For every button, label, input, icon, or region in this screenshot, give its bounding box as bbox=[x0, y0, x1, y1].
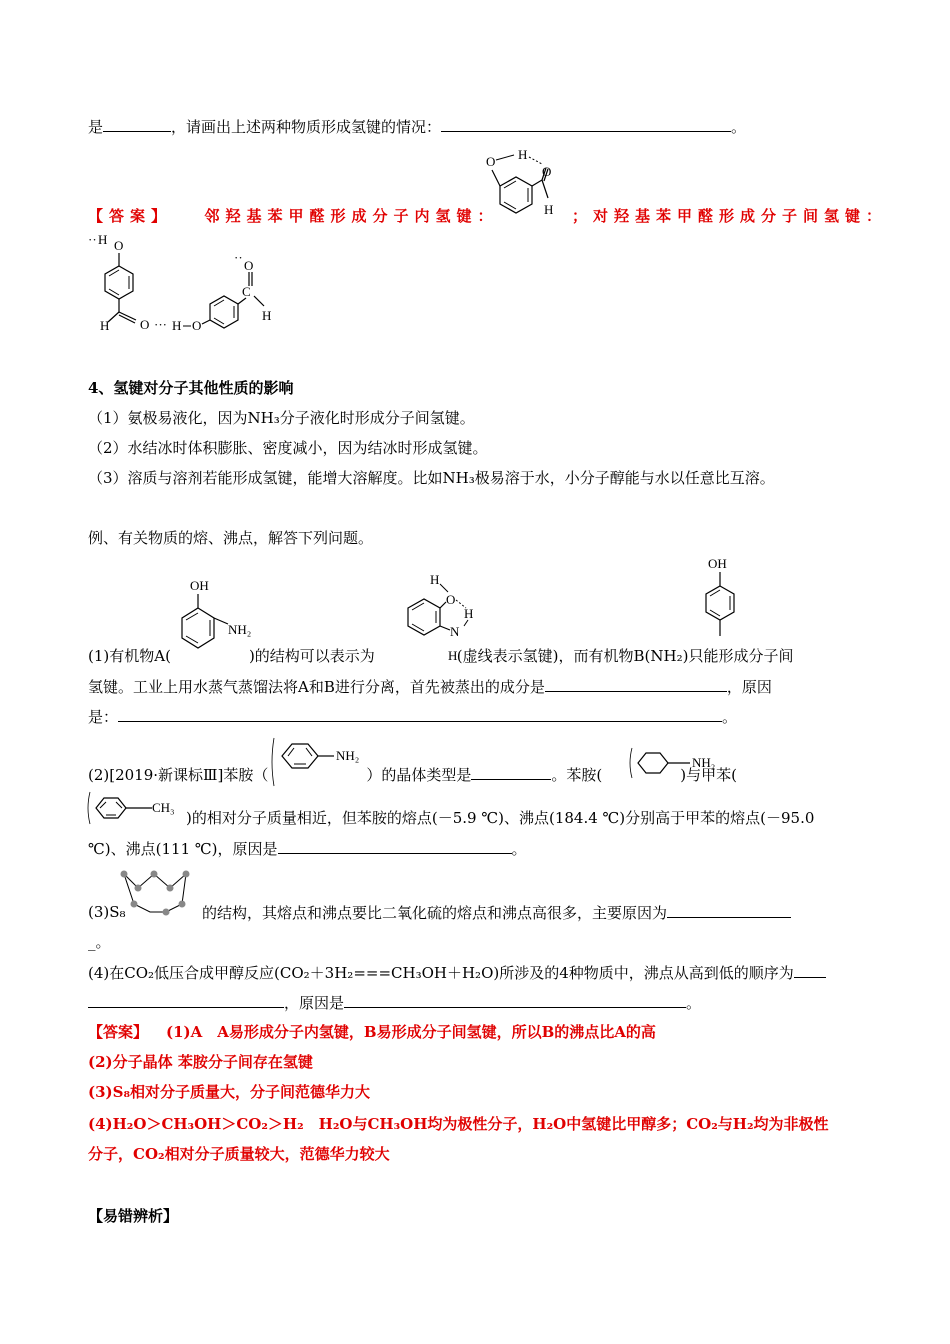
answer-blank bbox=[667, 902, 791, 918]
atom-label: OH bbox=[190, 578, 209, 593]
atom-label: NH₂ bbox=[336, 748, 360, 763]
atom-label: C bbox=[242, 284, 251, 299]
question-2-line-1: (2)[2019·新课标Ⅲ]苯胺（ ）的晶体类型是 。苯胺( )与甲苯( bbox=[88, 766, 737, 784]
question-3-line-2: _。 bbox=[88, 933, 111, 951]
question-3-line-1: (3)S₈ bbox=[88, 903, 126, 921]
para-hydroxybenzaldehyde-dimer-structure bbox=[88, 228, 288, 340]
answer-blank bbox=[794, 962, 826, 978]
svg-text:··: ·· bbox=[234, 250, 243, 265]
atom-label: O bbox=[486, 154, 496, 169]
atom-label: OH bbox=[708, 556, 727, 571]
svg-text:··: ·· bbox=[88, 232, 97, 247]
list-item: （2）水结冰时体积膨胀、密度减小，因为结冰时形成氢键。 bbox=[88, 439, 488, 457]
atom-label: O bbox=[114, 238, 124, 253]
answer-blank bbox=[88, 992, 284, 1008]
answer-blank bbox=[103, 116, 171, 132]
atom-label: H bbox=[448, 648, 458, 663]
atom-label: CH₃ bbox=[152, 800, 175, 815]
question-1-line-2: 氢键。工业上用水蒸气蒸馏法将A和B进行分离，首先被蒸出的成分是 ，原因 bbox=[88, 678, 772, 696]
list-item: （3）溶质与溶剂若能形成氢键，能增大溶解度。比如NH₃极易溶于水，小分子醇能与水以任意比互溶。 bbox=[88, 469, 775, 487]
answer-blank bbox=[278, 838, 512, 854]
answer-line: 【答案】 邻羟基苯甲醛形成分子内氢键： bbox=[88, 207, 499, 225]
nh2-label: NH₂ bbox=[650, 647, 683, 665]
atom-label: N bbox=[450, 624, 460, 639]
svg-text:···: ··· bbox=[154, 317, 167, 332]
example-intro: 例、有关物质的熔、沸点，解答下列问题。 bbox=[88, 529, 374, 547]
atom-label: O bbox=[244, 258, 254, 273]
answer-blank bbox=[344, 992, 686, 1008]
question-4-line-2: ，原因是 。 bbox=[88, 992, 701, 1013]
answer-blank bbox=[441, 116, 731, 132]
atom-label: O bbox=[542, 164, 552, 179]
atom-label: O bbox=[446, 592, 456, 607]
answer-blank bbox=[545, 676, 727, 692]
atom-label: H bbox=[100, 318, 110, 333]
atom-label: H bbox=[430, 572, 440, 587]
answer-line-2: ；对羟基苯甲醛形成分子间氢键： bbox=[572, 207, 888, 225]
question-line: 是 ，请画出上述两种物质形成氢键的情况： 。 bbox=[88, 118, 747, 136]
section-title: 4、氢键对分子其他性质的影响 bbox=[88, 379, 294, 397]
question-2-line-2: )的相对分子质量相近，但苯胺的熔点(－5.9 ℃)、沸点(184.4 ℃)分别高于甲苯的熔点(－95.0 bbox=[186, 809, 815, 827]
ortho-hydroxybenzaldehyde-structure bbox=[474, 146, 566, 226]
answer-blank bbox=[118, 706, 722, 722]
atom-label: H bbox=[518, 147, 528, 162]
toluene-structure bbox=[86, 790, 186, 826]
answer-blank bbox=[471, 764, 551, 780]
atom-label: H bbox=[262, 308, 272, 323]
atom-label: NH₂ bbox=[228, 622, 252, 637]
question-1-line-1: (1)有机物A( )的结构可以表示为 (虚线表示氢键)，而有机物B(NH₂)只能形成分子间 bbox=[88, 647, 794, 665]
atom-label: H bbox=[544, 202, 554, 217]
question-3-line-1b: 的结构，其熔点和沸点要比二氧化硫的熔点和沸点高很多，主要原因为 bbox=[202, 902, 791, 923]
s8-structure bbox=[118, 866, 198, 924]
question-1-line-3: 是： 。 bbox=[88, 708, 738, 726]
atom-label: H bbox=[464, 606, 474, 621]
atom-label: H bbox=[98, 232, 108, 247]
answer-5: 分子，CO₂相对分子质量较大，范德华力较大 bbox=[88, 1145, 390, 1163]
answer-4: (4)H₂O＞CH₃OH＞CO₂＞H₂ H₂O与CH₃OH均为极性分子，H₂O中氢键比甲醇多；CO₂与H₂均为非极性 bbox=[88, 1115, 829, 1133]
atom-label: O bbox=[140, 317, 150, 332]
atom-label: O bbox=[192, 318, 202, 333]
answer-1: 【答案】 (1)A A易形成分子内氢键，B易形成分子间氢键，所以B的沸点比A的高 bbox=[88, 1023, 656, 1041]
answer-2: (2)分子晶体 苯胺分子间存在氢键 bbox=[88, 1053, 313, 1071]
section-title-errors: 【易错辨析】 bbox=[88, 1207, 179, 1225]
question-4-line-1: (4)在CO₂低压合成甲醇反应(CO₂＋3H₂===CH₃OH＋H₂O)所涉及的4种物质中，沸点从高到低的顺序为 bbox=[88, 962, 826, 983]
atom-label: NH₂ bbox=[692, 755, 716, 770]
answer-3: (3)S₈相对分子质量大，分子间范德华力大 bbox=[88, 1083, 371, 1101]
atom-label: H bbox=[172, 318, 182, 333]
question-2-line-3: ℃)、沸点(111 ℃)，原因是 。 bbox=[88, 840, 527, 858]
list-item: （1）氨极易液化，因为NH₃分子液化时形成分子间氢键。 bbox=[88, 409, 475, 427]
